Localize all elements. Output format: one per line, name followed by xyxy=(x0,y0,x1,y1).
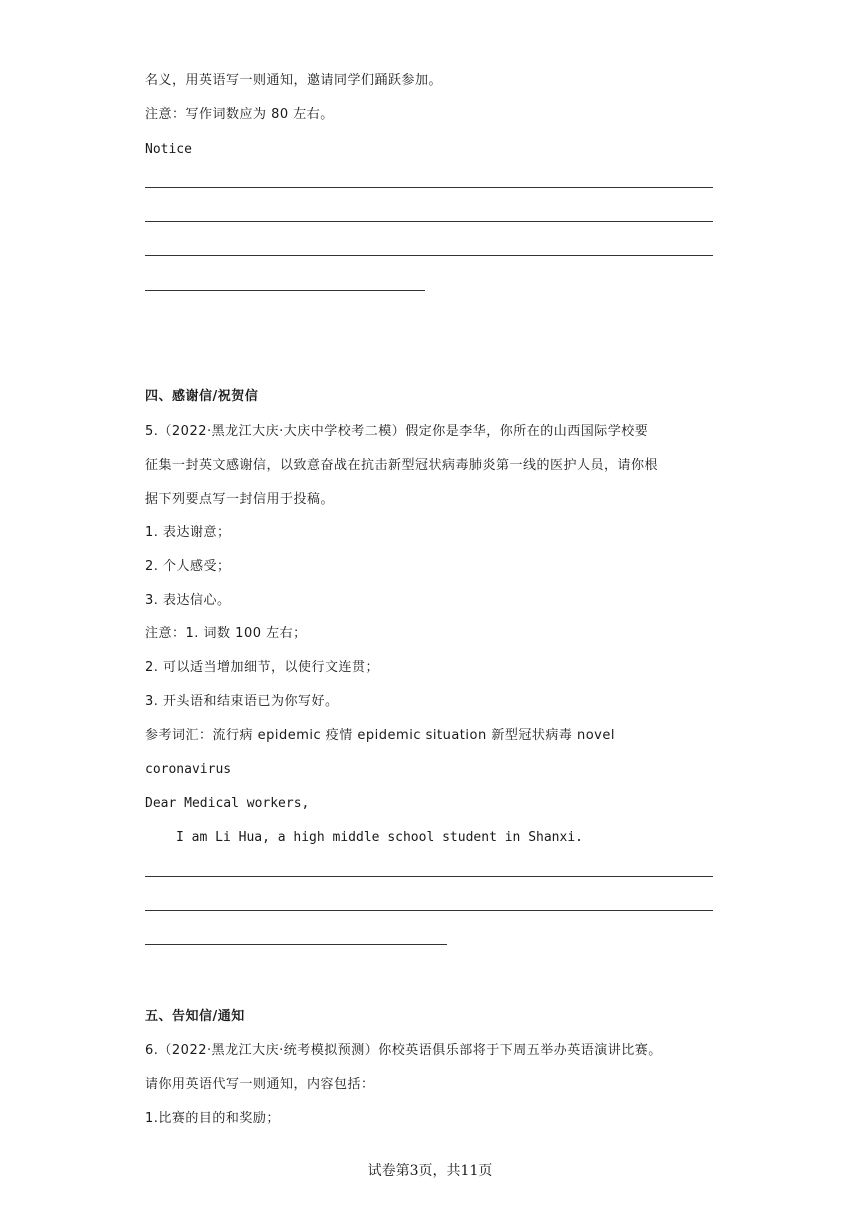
page-footer: 试卷第3页，共11页 xyxy=(367,1163,493,1179)
q5-point-2: 2. 个人感受； xyxy=(145,559,231,574)
answer-line xyxy=(145,290,425,291)
q5-point-1: 1. 表达谢意； xyxy=(145,525,231,540)
answer-line xyxy=(145,910,713,911)
q5-prompt-line-3: 据下列要点写一封信用于投稿。 xyxy=(145,492,335,507)
q6-prompt-line-1: 6.（2022·黑龙江大庆·统考模拟预测）你校英语俱乐部将于下周五举办英语演讲比赛。 xyxy=(145,1043,662,1058)
q5-vocab-line-2: coronavirus xyxy=(145,762,232,777)
answer-line xyxy=(145,876,713,877)
q5-opening-sentence: I am Li Hua, a high middle school student in Shanxi. xyxy=(176,830,583,845)
answer-line xyxy=(145,187,713,188)
q4-word-count-note: 注意：写作词数应为 80 左右。 xyxy=(145,107,334,122)
answer-line xyxy=(145,221,713,222)
section-four-title: 四、感谢信/祝贺信 xyxy=(145,389,259,404)
q5-note-1: 注意：1. 词数 100 左右； xyxy=(145,626,307,641)
q5-salutation: Dear Medical workers, xyxy=(145,796,310,811)
q4-answer-heading: Notice xyxy=(145,142,192,157)
q5-note-3: 3. 开头语和结束语已为你写好。 xyxy=(145,694,339,709)
q5-vocab-line-1: 参考词汇：流行病 epidemic 疫情 epidemic situation 新型冠状病毒 novel xyxy=(145,728,615,743)
q6-prompt-line-2: 请你用英语代写一则通知，内容包括： xyxy=(145,1077,375,1092)
answer-line xyxy=(145,255,713,256)
q4-instruction-line: 名义，用英语写一则通知，邀请同学们踊跃参加。 xyxy=(145,73,443,88)
q5-point-3: 3. 表达信心。 xyxy=(145,593,231,608)
q5-note-2: 2. 可以适当增加细节，以使行文连贯； xyxy=(145,660,380,675)
section-five-title: 五、告知信/通知 xyxy=(145,1009,245,1024)
q5-prompt-line-1: 5.（2022·黑龙江大庆·大庆中学校考二模）假定你是李华，你所在的山西国际学校要 xyxy=(145,424,649,439)
answer-line xyxy=(145,944,447,945)
q5-prompt-line-2: 征集一封英文感谢信，以致意奋战在抗击新型冠状病毒肺炎第一线的医护人员，请你根 xyxy=(145,458,659,473)
q6-point-1: 1.比赛的目的和奖励； xyxy=(145,1111,280,1126)
